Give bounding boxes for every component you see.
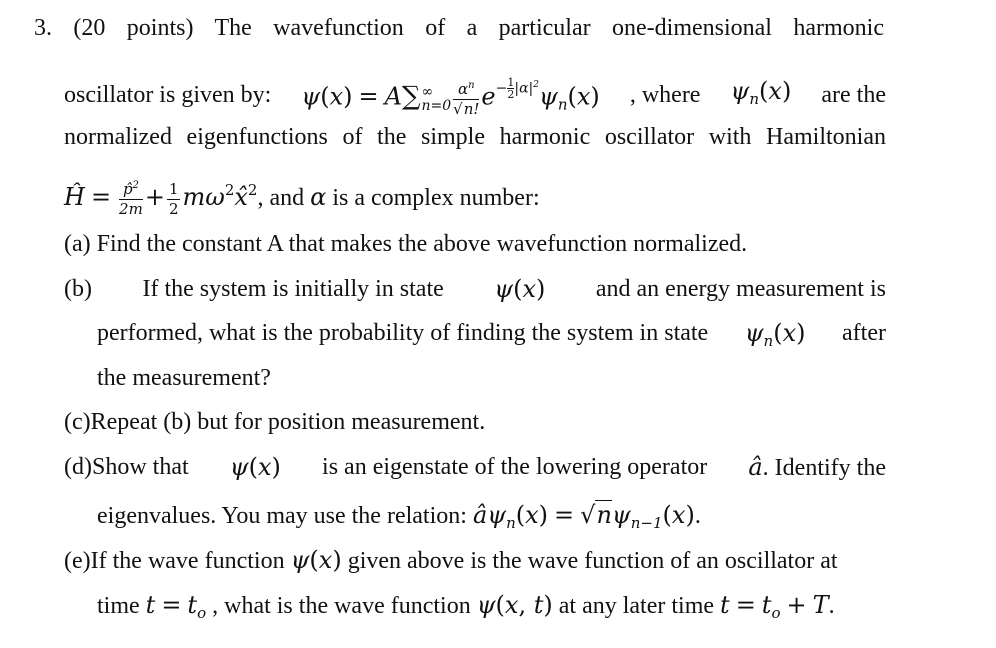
wavefunction-equation: ψ(x) = A∑ ∞ n=0 $\frac{\alpha^n}{√n!}$ e− $\frac{1}{2}$ $|\alpha|^2\psi_n(x)$ <box>301 76 600 119</box>
part-d-text-2-post: . <box>694 503 701 529</box>
part-b-line-3 <box>97 363 271 393</box>
part-d-label-and-pre <box>64 452 189 483</box>
part-b-text-2-post: after <box>842 320 886 346</box>
psi-x-symbol: ψ(x) <box>229 453 281 481</box>
part-e-text-2-mid: , what is the wave function <box>212 593 471 619</box>
psi-x-t-symbol: ψ(x, t) <box>476 591 553 619</box>
part-b-label: (b) <box>64 276 92 302</box>
problem-intro-line-2-pre: oscillator is given by: <box>64 81 272 108</box>
part-b-line-2 <box>97 318 886 356</box>
part-d-line-1 <box>64 452 886 483</box>
problem-intro-line-1: The wavefunction of a particular one-dimensional harmonic <box>214 15 884 41</box>
part-d-text-1-pre: Show that <box>91 454 189 480</box>
alpha-symbol: α <box>310 183 327 211</box>
part-d-label: (d) <box>64 454 92 480</box>
time-t0-equation: $t = t_o$ <box>145 591 207 622</box>
part-e-text-2-mid2: at any later time <box>558 593 715 619</box>
problem-intro-line-2-post: , where <box>629 81 701 108</box>
part-d-text-1-post: . Identify the <box>762 455 886 481</box>
problem-line-4 <box>64 175 540 217</box>
part-e-line-2 <box>97 590 835 628</box>
part-e-line-1 <box>64 545 838 576</box>
problem-number: 3. <box>34 15 52 41</box>
later-time-equation: $t = t_o + T$ <box>720 591 829 622</box>
part-e-text-2-post: . <box>828 593 835 619</box>
part-e-text-1-post: given above is the wave function of an oscillator at <box>347 548 838 574</box>
part-d-line-2 <box>97 500 701 538</box>
part-a-label: (a) <box>64 231 91 257</box>
psi-n-symbol: $\psi_n(x)$ <box>744 319 806 350</box>
part-c-text: Repeat (b) but for position measurement. <box>90 409 486 435</box>
part-c-label: (c) <box>64 409 91 435</box>
hamiltonian-equation: Ĥ = $\frac{p̂^2}{2m}$ + $\frac{1}{2}$ $m\omega^2x̂^2$ <box>64 179 258 219</box>
part-d-text-1-mid: is an eigenstate of the lowering operator <box>322 454 708 480</box>
part-a-text: Find the constant A that makes the above wavefunction normalized. <box>96 231 748 257</box>
part-b-text-1-post: and an energy measurement is <box>595 276 886 302</box>
part-e-text-1-pre: If the wave function <box>90 548 285 574</box>
problem-points: (20 points) <box>73 15 194 41</box>
problem-intro-line-2-end: are the <box>821 81 886 108</box>
lowering-relation-equation: $â\psi_n(x) = √n\psi_{n-1}(x)$ <box>472 501 695 532</box>
part-b-text-2-pre: performed, what is the probability of finding the system in state <box>97 320 709 346</box>
part-e-label: (e) <box>64 548 91 574</box>
psi-x-symbol: ψ(x) <box>290 546 342 574</box>
part-b-text-1-pre: If the system is initially in state <box>142 276 444 302</box>
part-d-text-2-pre: eigenvalues. You may use the relation: <box>97 503 467 529</box>
problem-intro-line-4-end: is a complex number: <box>332 185 540 211</box>
lowering-operator-symbol: â. Identify the <box>748 453 886 481</box>
part-e-text-2-pre: time <box>97 593 140 619</box>
problem-intro-line-3: normalized eigenfunctions of the simple harmonic oscillator with Hamiltonian <box>64 124 886 150</box>
eigenfunction-symbol: $\psi_n(x)$ <box>730 76 792 108</box>
problem-line-3 <box>64 122 886 152</box>
part-b-text-3: the measurement? <box>97 365 271 391</box>
part-c <box>64 407 485 437</box>
part-b-line-1 <box>64 274 886 305</box>
problem-line-1 <box>34 13 884 43</box>
part-a <box>64 229 747 259</box>
problem-line-2 <box>64 70 886 120</box>
problem-intro-line-4-post: , and <box>257 185 305 211</box>
psi-x-symbol: ψ(x) <box>494 275 546 303</box>
